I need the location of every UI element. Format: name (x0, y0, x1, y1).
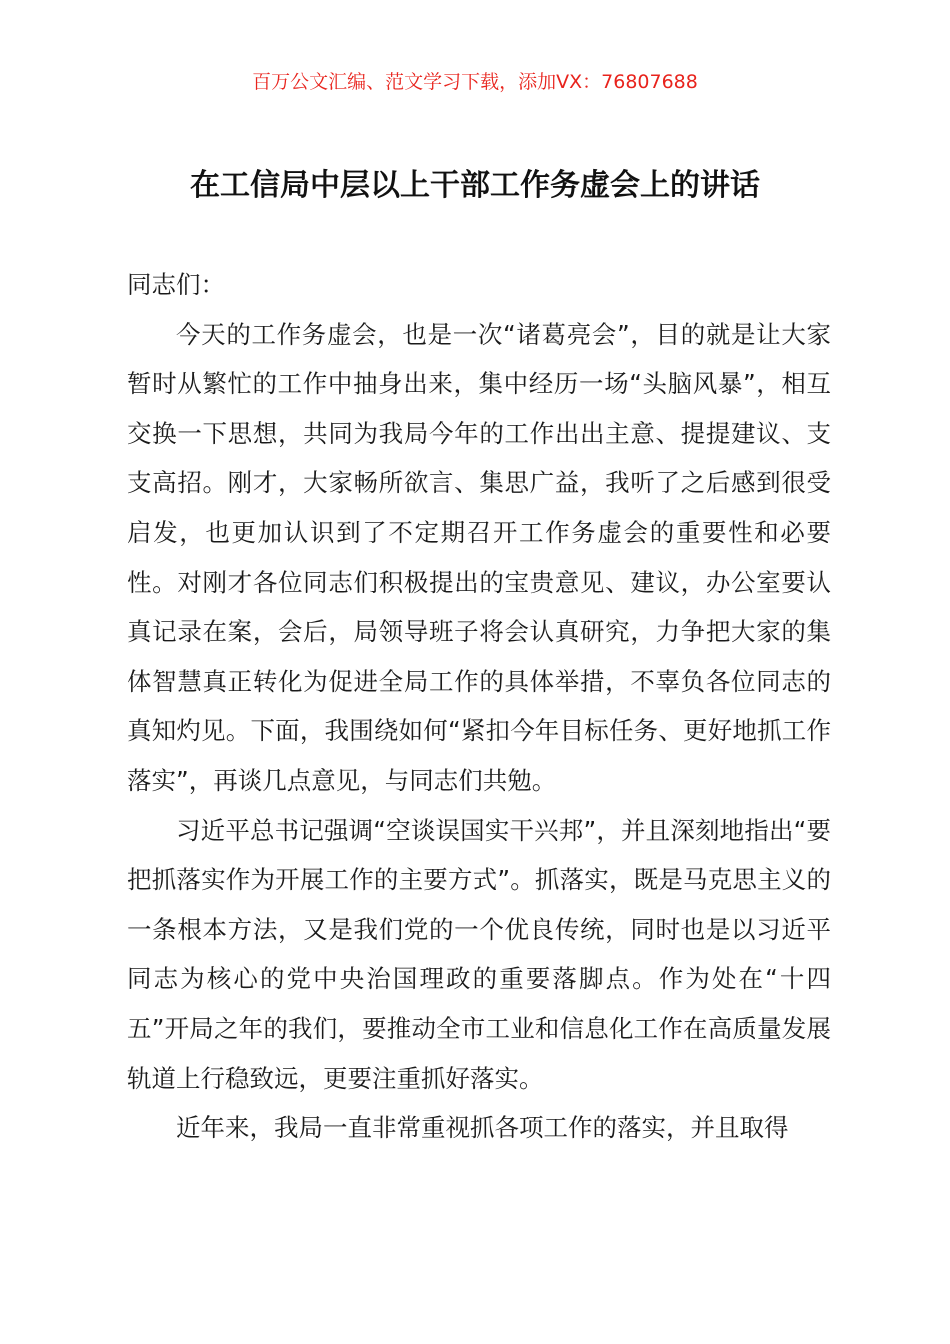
paragraph: 近年来，我局一直非常重视抓各项工作的落实，并且取得 (176, 1113, 789, 1143)
paragraph: 今天的工作务虚会，也是一次“诸葛亮会”，目的就是让大家暂时从繁忙的工作中抽身出来，集中经历一场“头脑风暴”，相互交换一下思想，共同为我局今年的工作出出主意、提提建议、支支高招。刚才，大家畅所欲言、集思广益，我听了之后感到很受启发，也更加认识到了不定期召开工作务虚会的重要性和必要性。对刚才各位同志们积极提出的宝贵意见、建议，办公室要认真记录在案，会后，局领导班子将会认真研究，力争把大家的集体智慧真正转化为促进全局工作的具体举措，不辜负各位同志的真知灼见。下面，我围绕如何“紧扣今年目标任务、更好地抓工作落实”，再谈几点意见，与同志们共勉。 (127, 319, 831, 795)
salutation: 同志们： (127, 270, 225, 299)
paragraph: 习近平总书记强调“空谈误国实干兴邦”，并且深刻地指出“要把抓落实作为开展工作的主要方式”。抓落实，既是马克思主义的一条根本方法，又是我们党的一个优良传统，同时也是以习近平同志为核心的党中央治国理政的重要落脚点。作为处在“十四五”开局之年的我们，要推动全市工业和信息化工作在高质量发展轨道上行稳致远，更要注重抓好落实。 (127, 815, 831, 1093)
header-watermark-note: 百万公文汇编、范文学习下载，添加VX：76807688 (252, 71, 698, 93)
page-title: 在工信局中层以上干部工作务虚会上的讲话 (190, 168, 760, 203)
document-body (127, 260, 831, 1153)
